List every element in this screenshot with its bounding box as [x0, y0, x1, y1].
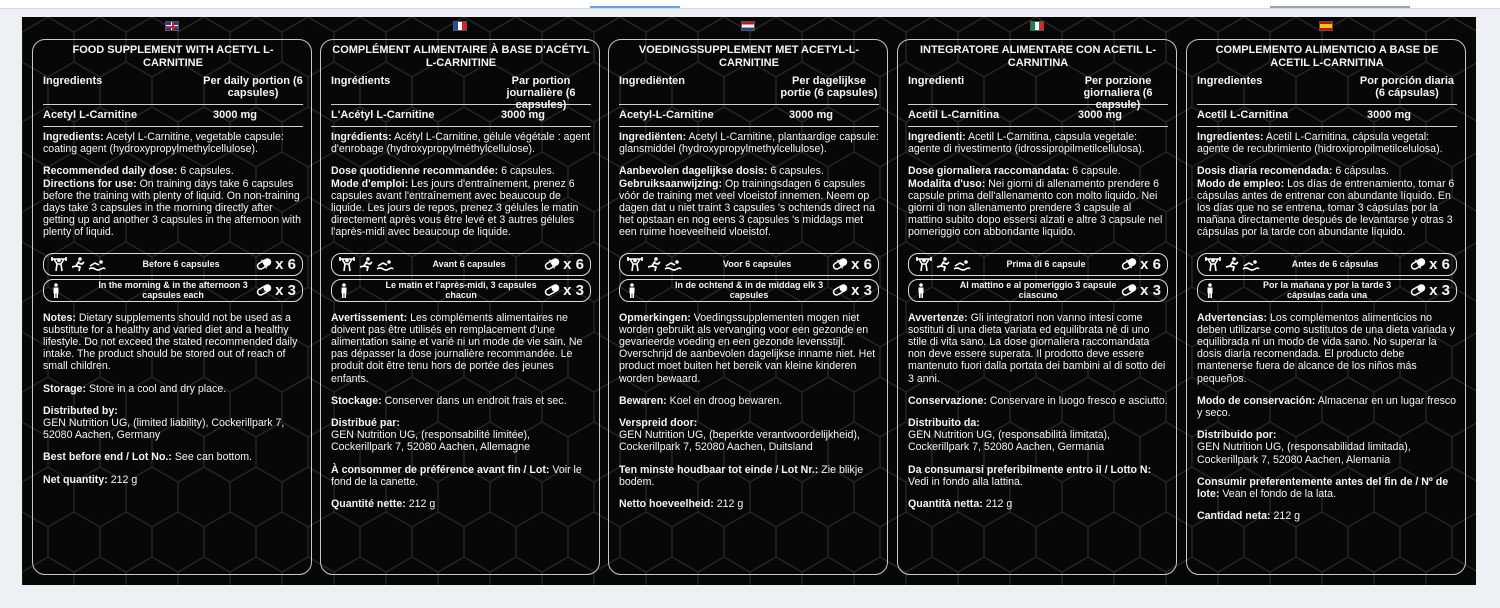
flag-fr-icon — [453, 21, 467, 31]
notes-text: Avvertenze: Gli integratori non vanno intesi come sostituti di una dieta variata ed equilibrata né di uno stile di vita sano. La dose giornaliera raccomandata non deve essere superata. Il prodotto deve essere mantenuto fuori dalla portata dei bambini al di sotto dei 3 anni. — [908, 311, 1166, 385]
col-ingredients: Ingrediënten — [619, 75, 686, 87]
col-daily-portion: Per porzione giornaliera (6 capsule) — [1083, 75, 1153, 111]
capsule-count: x 3 — [563, 281, 584, 299]
storage-text: Bewaren: Koel en droog bewaren. — [619, 394, 783, 407]
table-divider — [43, 104, 303, 105]
panel-title: COMPLEMENTO ALIMENTICIO A BASE DE ACETIL L-CARNITINA — [1215, 44, 1439, 69]
substance-amount: 3000 mg — [501, 109, 546, 121]
weightlifter-icon — [338, 257, 356, 272]
capsule-icon — [1410, 284, 1426, 296]
label-panel-en — [32, 39, 312, 575]
browser-top-strip — [0, 0, 1500, 9]
nutrition-table-header — [619, 75, 879, 102]
product-label — [22, 17, 1476, 585]
training-dosage-text: Avant 6 capsules — [432, 259, 506, 270]
training-day-dosage — [331, 253, 591, 276]
directions-text: Modo de empleo: Los días de entrenamiento, tomar 6 cápsulas antes de entrenar con abundante líquido. En los días que no se entrena, tomar 3 cápsulas por la mañana directamente después de levantarse y otras 3 cápsulas por la tarde con abundante líquido. — [1197, 177, 1455, 239]
storage-text: Modo de conservación: Almacenar en un lugar fresco y seco. — [1197, 394, 1457, 420]
capsule-count: x 3 — [1429, 281, 1450, 299]
capsule-count: x 6 — [1140, 255, 1161, 273]
capsule-count: x 6 — [1429, 255, 1450, 273]
rest-dosage-text: Por la mañana y por la tarde 3 cápsulas cada una — [1263, 280, 1392, 301]
recommended-dose-text: Recommended daily dose: 6 capsules. — [43, 165, 234, 178]
rest-dosage-text: In the morning & in the afternoon 3 capsules each — [98, 280, 248, 301]
directions-text: Gebruiksaanwijzing: Op trainingsdagen 6 capsules vóór de training met veel vloeistof innemen. Neem op dagen dat u niet traint 3 capsules 's ochtends direct na het opstaan en nog eens 3 capsules 's middags met een ruime hoeveelheid vloeistof. — [619, 177, 875, 239]
directions-text: Mode d'emploi: Les jours d'entraînement, prenez 6 capsules avant l'entraînement avec beaucoup de liquide. Les jours de repos, prenez 3 gélules le matin directement après vous être levé et 3 autres gélules l'après-midi avec beaucoup de liquide. — [331, 177, 579, 239]
distributor-text: Verspreid door: GEN Nutrition UG, (beperkte verantwoordelijkheid), Cockerillpark 7, 52080 Aachen, Duitsland — [619, 417, 860, 454]
table-divider — [908, 126, 1168, 127]
capsule-count: x 6 — [275, 255, 296, 273]
col-daily-portion: Por porción diaria (6 cápsulas) — [1359, 75, 1455, 99]
storage-text: Stockage: Conserver dans un endroit frais et sec. — [331, 394, 567, 407]
rest-day-dosage — [908, 279, 1168, 302]
col-daily-portion: Per dagelijkse portie (6 capsules) — [780, 75, 878, 99]
nutrition-table-header — [908, 75, 1168, 111]
distributor-text: Distributed by: GEN Nutrition UG, (limited liability), Cockerillpark 7, 52080 Aachen, Germany — [43, 404, 285, 442]
swimmer-icon — [664, 257, 682, 272]
weightlifter-icon — [626, 257, 644, 272]
swimmer-icon — [953, 257, 971, 272]
weightlifter-icon — [50, 257, 68, 272]
capsule-icon — [544, 258, 560, 270]
label-panel-it — [897, 39, 1177, 575]
standing-person-icon — [1204, 283, 1216, 298]
capsule-icon — [544, 284, 560, 296]
panel-title: INTEGRATORE ALIMENTARE CON ACETIL L-CARNITINA — [919, 44, 1157, 69]
ingredients-text: Ingredienti: Acetil L-Carnitina, capsula vegetale: agente di rivestimento (idrossipropilmetilcellulosa). — [908, 131, 1145, 156]
substance-name: Acetil L-Carnitina — [908, 109, 1000, 121]
directions-text: Modalita d'uso: Nei giorni di allenamento prendere 6 capsule prima dell'allenamento con molto liquido. Nei giorni di non allenamento prendere 3 capsule al mattino subito dopo essersi alzati e altre 3 capsule nel pomeriggio con abbondante liquido. — [908, 177, 1163, 239]
best-before-text: À consommer de préférence avant fin / Lot: Voir le fond de la canette. — [331, 463, 582, 488]
col-daily-portion: Per daily portion (6 capsules) — [203, 75, 303, 99]
nutrition-table-row — [619, 109, 879, 123]
distributor-text: Distribuido por: GEN Nutrition UG, (responsabilidad limitada), Cockerillpark 7, 52080 Aachen, Alemania — [1197, 429, 1411, 466]
rest-day-dosage — [619, 279, 879, 302]
standing-person-icon — [626, 283, 638, 298]
capsule-count: x 6 — [563, 255, 584, 273]
capsule-icon — [1410, 258, 1426, 270]
ingredients-text: Ingrédients: Acétyl L-Carnitine, gélule végétale : agent d'enrobage (hydroxypropylméthylcellulose). — [331, 131, 591, 156]
flag-en-icon — [165, 21, 179, 31]
best-before-text: Best before end / Lot No.: See can bottom. — [43, 451, 253, 464]
flag-it-icon — [1030, 21, 1044, 31]
table-divider — [619, 104, 879, 105]
capsule-icon — [1121, 258, 1137, 270]
runner-icon — [358, 257, 374, 272]
dosage-pictograms — [1197, 253, 1457, 302]
storage-text: Conservazione: Conservare in luogo fresco e asciutto. — [908, 394, 1168, 407]
table-divider — [331, 126, 591, 127]
rest-dosage-text: Le matin et l'après-midi, 3 capsules chacun — [385, 280, 537, 301]
recommended-dose-text: Dosis diaria recomendada: 6 cápsulas. — [1197, 165, 1389, 178]
capsule-count: x 3 — [275, 281, 296, 299]
rest-day-dosage — [43, 279, 303, 302]
capsule-count: x 3 — [851, 281, 872, 299]
capsule-icon — [1121, 284, 1137, 296]
recommended-dose-text: Dose quotidienne recommandée: 6 capsules. — [331, 165, 555, 178]
rest-day-dosage — [1197, 279, 1457, 302]
swimmer-icon — [1242, 257, 1260, 272]
substance-amount: 3000 mg — [1367, 109, 1412, 121]
table-divider — [619, 126, 879, 127]
substance-name: Acetil L-Carnitina — [1197, 109, 1289, 121]
dosage-pictograms — [43, 253, 303, 302]
net-quantity-text: Quantité nette: 212 g — [331, 498, 436, 511]
nutrition-table-header — [1197, 75, 1457, 102]
net-quantity-text: Quantità netta: 212 g — [908, 498, 1013, 511]
nutrition-table-row — [43, 109, 303, 123]
runner-icon — [70, 257, 86, 272]
rest-dosage-text: Al mattino e al pomeriggio 3 capsule ciascuno — [959, 280, 1117, 301]
rest-dosage-text: In de ochtend & in de middag elk 3 capsules — [675, 280, 824, 301]
distributor-text: Distribué par: GEN Nutrition UG, (responsabilité limitée), Cockerillpark 7, 52080 Aachen, Allemagne — [331, 417, 531, 454]
substance-name: Acetyl-L-Carnitine — [619, 109, 714, 121]
training-dosage-text: Antes de 6 cápsulas — [1291, 259, 1379, 270]
ingredients-text: Ingrediënten: Acetyl L-Carnitine, plantaardige capsule: glansmiddel (hydroxypropylmethylcellulose). — [619, 131, 879, 156]
training-day-dosage — [908, 253, 1168, 276]
notes-text: Avertissement: Les compléments alimentaires ne doivent pas être utilisés en remplacement d'une alimentation saine et varié ni un mode de vie sain. Ne pas dépasser la dose journalière recommandée. Le produit doit être tenu hors de portée des jeunes enfants. — [331, 311, 583, 385]
flag-nl-icon — [741, 21, 755, 31]
top-accent-blue — [590, 6, 680, 8]
panel-title: FOOD SUPPLEMENT WITH ACETYL L-CARNITINE — [72, 44, 274, 69]
substance-amount: 3000 mg — [213, 109, 258, 121]
ingredients-text: Ingredients: Acetyl L-Carnitine, vegetable capsule: coating agent (hydroxypropylmethylcellulose). — [43, 131, 284, 156]
col-ingredients: Ingredientes — [1197, 75, 1263, 87]
nutrition-table-header — [43, 75, 303, 102]
capsule-count: x 6 — [851, 255, 872, 273]
col-ingredients: Ingrédients — [331, 75, 391, 87]
recommended-dose-text: Dose giornaliera raccomandata: 6 capsule. — [908, 165, 1121, 178]
table-divider — [1197, 104, 1457, 105]
best-before-text: Da consumarsi preferibilmente entro il / Lotto N: Vedi in fondo alla lattina. — [908, 463, 1152, 488]
label-panel-fr — [320, 39, 600, 575]
substance-amount: 3000 mg — [1078, 109, 1123, 121]
notes-text: Notes: Dietary supplements should not be used as a substitute for a healthy and varied diet and a healthy lifestyle. Do not exceed the stated recommended daily intake. The product should be stored out of reach of small children. — [43, 311, 298, 373]
net-quantity-text: Net quantity: 212 g — [43, 473, 138, 486]
dosage-pictograms — [619, 253, 879, 302]
nutrition-table-row — [1197, 109, 1457, 123]
capsule-count: x 3 — [1140, 281, 1161, 299]
substance-name: Acetyl L-Carnitine — [43, 109, 138, 121]
substance-amount: 3000 mg — [789, 109, 834, 121]
substance-name: L'Acétyl L-Carnitine — [331, 109, 435, 121]
nutrition-table-header — [331, 75, 591, 111]
nutrition-table-row — [331, 109, 591, 123]
directions-text: Directions for use: On training days take 6 capsules before the training with plenty of liquid. On non-training days take 3 capsules in the morning directly after getting up and another 3 capsules in the afternoon with plenty of liquid. — [43, 177, 301, 239]
panel-title: COMPLÉMENT ALIMENTAIRE À BASE D'ACÉTYL L-CARNITINE — [332, 44, 590, 69]
best-before-text: Ten minste houdbaar tot einde / Lot Nr.: Zie blikje bodem. — [619, 463, 864, 488]
net-quantity-text: Cantidad neta: 212 g — [1197, 510, 1301, 523]
weightlifter-icon — [1204, 257, 1222, 272]
training-dosage-text: Voor 6 capsules — [722, 259, 792, 270]
training-day-dosage — [1197, 253, 1457, 276]
distributor-text: Distribuito da: GEN Nutrition UG, (responsabilità limitata), Cockerillpark 7, 52080 Aachen, Germania — [908, 417, 1110, 454]
capsule-icon — [832, 284, 848, 296]
ingredients-text: Ingredientes: Acetil L-Carnitina, cápsula vegetal: agente de recubrimiento (hidroxipropilmetilcelulosa). — [1197, 131, 1443, 156]
net-quantity-text: Netto hoeveelheid: 212 g — [619, 498, 744, 511]
table-divider — [43, 126, 303, 127]
nutrition-table-row — [908, 109, 1168, 123]
training-dosage-text: Before 6 capsules — [142, 259, 220, 270]
label-panel-es — [1186, 39, 1466, 575]
panel-title: VOEDINGSSUPPLEMENT MET ACETYL-L-CARNITINE — [638, 44, 860, 69]
standing-person-icon — [50, 283, 62, 298]
best-before-text: Consumir preferentemente antes del fin de / Nº de lote: Vean el fondo de la lata. — [1197, 475, 1449, 501]
swimmer-icon — [376, 257, 394, 272]
rest-day-dosage — [331, 279, 591, 302]
standing-person-icon — [915, 283, 927, 298]
col-daily-portion: Par portion journalière (6 capsules) — [506, 75, 576, 111]
capsule-icon — [832, 258, 848, 270]
notes-text: Opmerkingen: Voedingssupplementen mogen niet worden gebruikt als vervanging voor een gezonde en gevarieerde voeding en een gezonde levensstijl. Overschrijd de aanbevolen dagelijkse inname niet. Het product moet buiten het bereik van kleine kinderen worden bewaard. — [619, 311, 876, 385]
swimmer-icon — [88, 257, 106, 272]
notes-text: Advertencias: Los complementos alimenticios no deben utilizarse como sustitutos de una dieta variada y equilibrada ni un modo de vida sano. No superar la dosis diaria recomendada. El producto debe mantenerse fuera de alcance de los niños más pequeños. — [1197, 311, 1455, 385]
capsule-icon — [256, 258, 272, 270]
top-accent-grey — [1270, 6, 1410, 8]
dosage-pictograms — [331, 253, 591, 302]
capsule-icon — [256, 284, 272, 296]
runner-icon — [1224, 257, 1240, 272]
training-dosage-text: Prima di 6 capsule — [1006, 259, 1086, 270]
label-panel-nl — [608, 39, 888, 575]
training-day-dosage — [619, 253, 879, 276]
recommended-dose-text: Aanbevolen dagelijkse dosis: 6 capsules. — [619, 165, 824, 178]
training-day-dosage — [43, 253, 303, 276]
runner-icon — [646, 257, 662, 272]
dosage-pictograms — [908, 253, 1168, 302]
standing-person-icon — [338, 283, 350, 298]
runner-icon — [935, 257, 951, 272]
col-ingredients: Ingredients — [43, 75, 103, 87]
weightlifter-icon — [915, 257, 933, 272]
storage-text: Storage: Store in a cool and dry place. — [43, 382, 227, 395]
flag-es-icon — [1319, 21, 1333, 31]
table-divider — [1197, 126, 1457, 127]
col-ingredients: Ingredienti — [908, 75, 965, 87]
